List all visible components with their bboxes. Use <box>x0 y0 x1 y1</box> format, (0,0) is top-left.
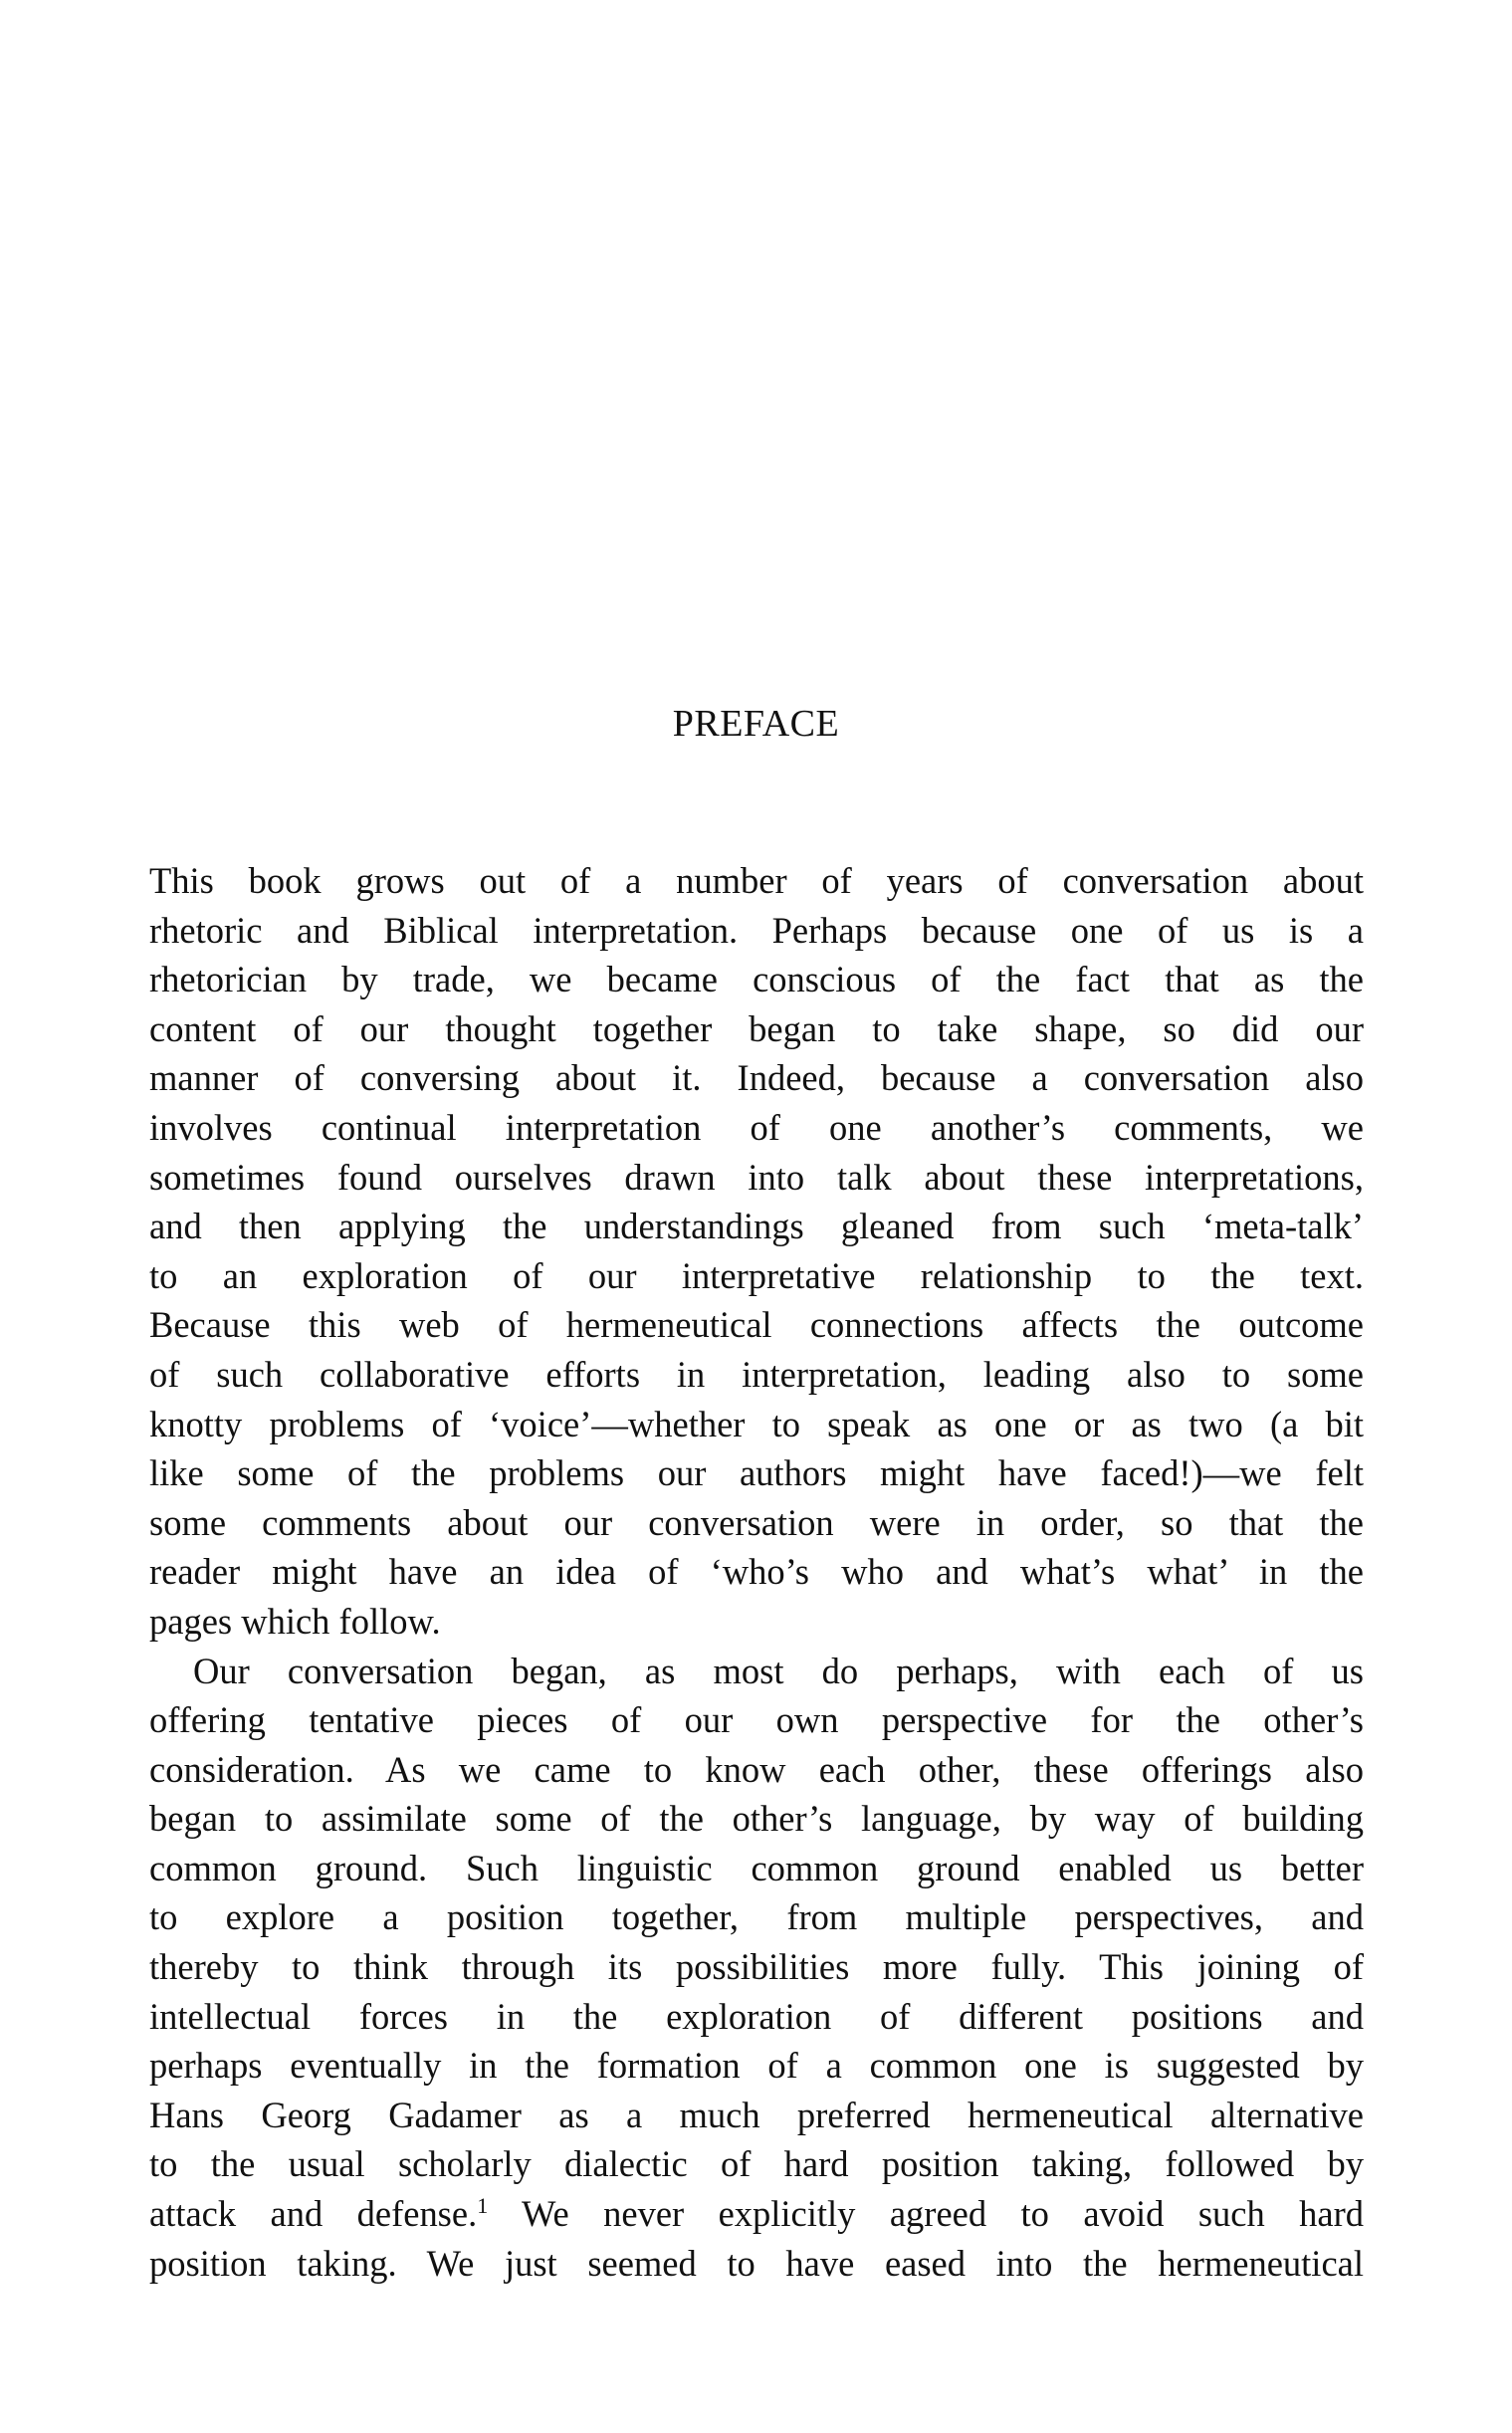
text-line: some comments about our conversation were in order, so that the <box>149 1501 1364 1543</box>
text-line: sometimes found ourselves drawn into talk about these interpretations, <box>149 1156 1364 1198</box>
text-line: like some of the problems our authors might have faced!)—we felt <box>149 1452 1364 1494</box>
text-line: position taking. We just seemed to have eased into the hermeneutical <box>149 2242 1364 2284</box>
text-line: Hans Georg Gadamer as a much preferred hermeneutical alternative <box>149 2094 1364 2135</box>
text-line: pages which follow. <box>149 1600 441 1642</box>
paragraph-2 <box>149 1647 1364 2289</box>
text-line: to explore a position together, from multiple perspectives, and <box>149 1896 1364 1938</box>
page-title: PREFACE <box>672 703 840 745</box>
text-line: manner of conversing about it. Indeed, because a conversation also <box>149 1057 1364 1099</box>
text-line: consideration. As we came to know each other, these offerings also <box>149 1748 1364 1790</box>
text-line: rhetorician by trade, we became conscious of the fact that as the <box>149 959 1364 1000</box>
text-line: offering tentative pieces of our own perspective for the other’s <box>149 1699 1364 1741</box>
text-line: perhaps eventually in the formation of a common one is suggested by <box>149 2045 1364 2087</box>
text-line: This book grows out of a number of years of conversation about <box>149 860 1364 901</box>
text-line: began to assimilate some of the other’s language, by way of building <box>149 1798 1364 1840</box>
text-line: reader might have an idea of ‘who’s who and what’s what’ in the <box>149 1551 1364 1593</box>
text-line-with-footnote <box>149 2189 1364 2239</box>
text-line: involves continual interpretation of one another’s comments, we <box>149 1106 1364 1148</box>
text-line: to an exploration of our interpretative relationship to the text. <box>149 1254 1364 1296</box>
text-line: of such collaborative efforts in interpretation, leading also to some <box>149 1353 1364 1395</box>
text-line: Because this web of hermeneutical connections affects the outcome <box>149 1304 1364 1346</box>
text-segment: attack and defense. <box>149 2193 478 2235</box>
text-line: intellectual forces in the exploration of different positions and <box>149 1995 1364 2037</box>
text-segment: We never explicitly agreed to avoid such hard <box>488 2193 1364 2235</box>
text-line: thereby to think through its possibilities more fully. This joining of <box>149 1946 1364 1988</box>
preface-body <box>149 856 1364 2288</box>
text-line: to the usual scholarly dialectic of hard position taking, followed by <box>149 2143 1364 2185</box>
footnote-marker: 1 <box>477 2192 489 2218</box>
text-line: and then applying the understandings gleaned from such ‘meta-talk’ <box>149 1206 1364 1247</box>
paragraph-1 <box>149 856 1364 1647</box>
text-line: rhetoric and Biblical interpretation. Perhaps because one of us is a <box>149 909 1364 951</box>
text-line: content of our thought together began to take shape, so did our <box>149 1007 1364 1049</box>
text-line: common ground. Such linguistic common ground enabled us better <box>149 1847 1364 1888</box>
text-line: knotty problems of ‘voice’—whether to speak as one or as two (a bit <box>149 1403 1364 1444</box>
text-line: Our conversation began, as most do perhaps, with each of us <box>193 1650 1364 1691</box>
